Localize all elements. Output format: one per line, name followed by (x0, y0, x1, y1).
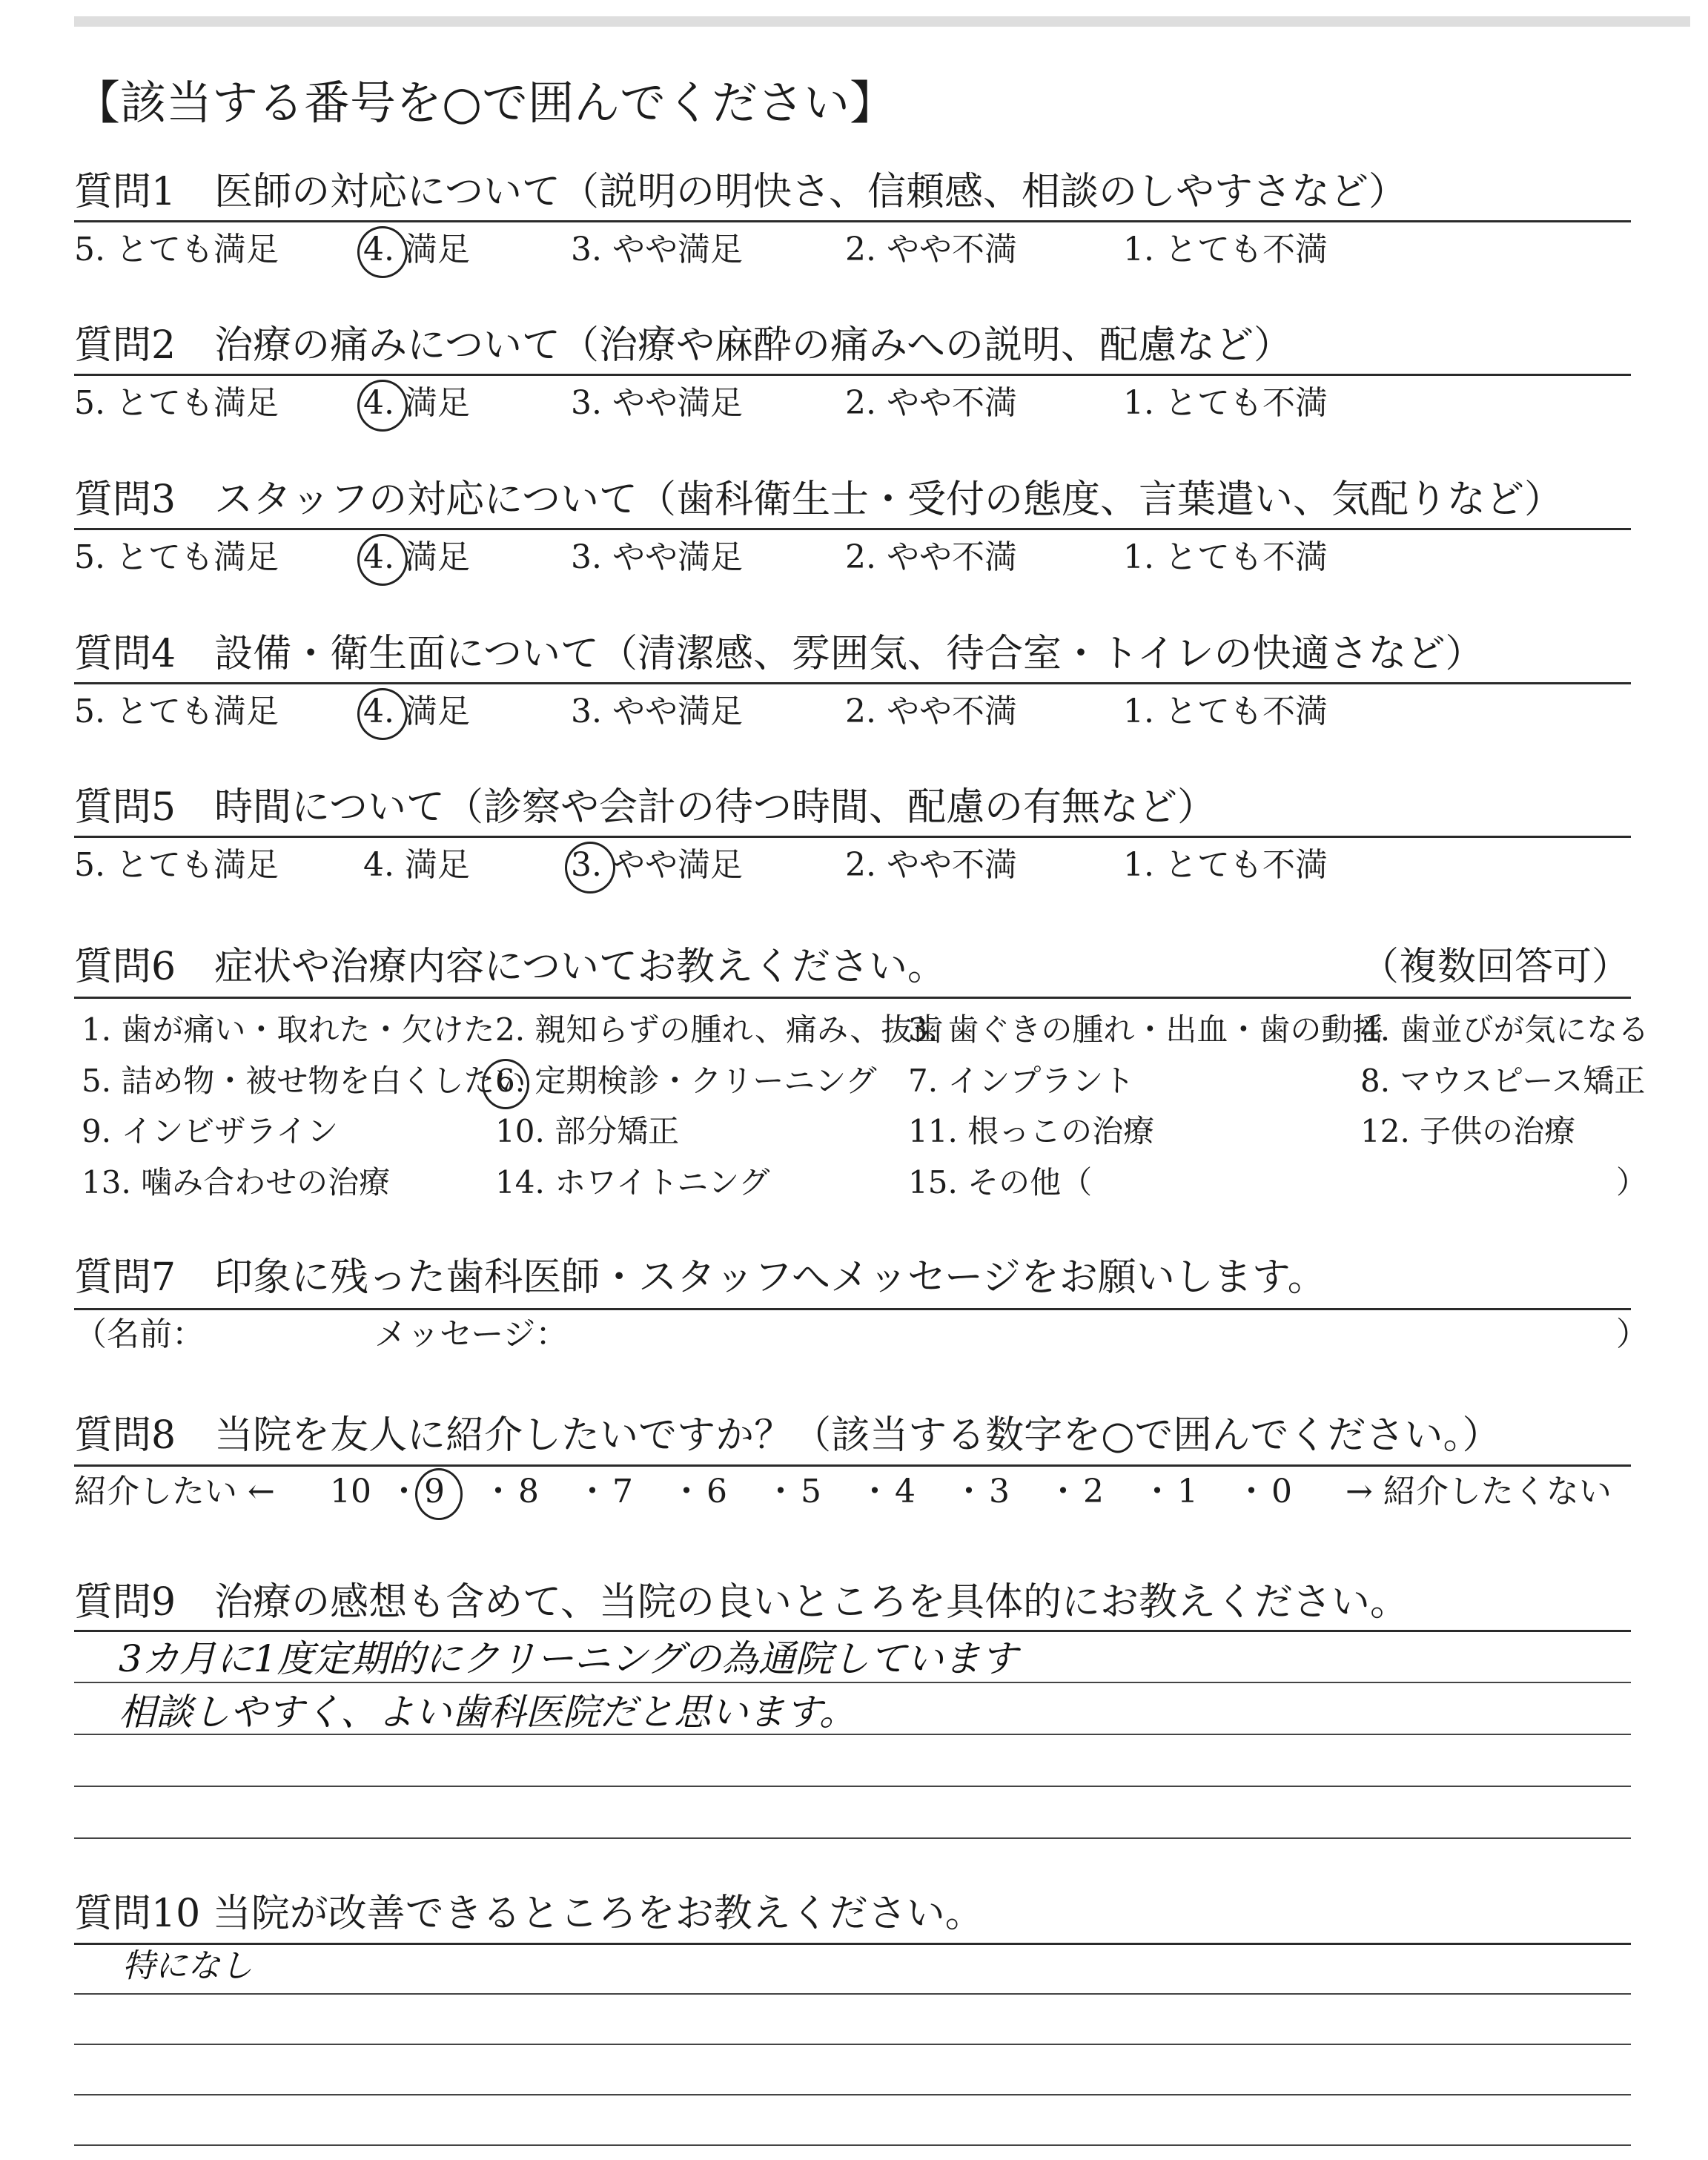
q3-option-1[interactable]: 1. とても不満 (1123, 538, 1328, 576)
q9-label: 質問9 治療の感想も含めて、当院の良いところを具体的にお教えください。 (74, 1580, 1409, 1625)
q5-option-1[interactable]: 1. とても不満 (1123, 846, 1328, 884)
q4-option-3[interactable]: 3. やや満足 (571, 693, 743, 730)
scan-top-edge (74, 16, 1690, 27)
q6-item-13[interactable]: 13. 噛み合わせの治療 (82, 1164, 391, 1200)
q6-item-3[interactable]: 3. 歯ぐきの腫れ・出血・歯の動揺 (908, 1011, 1384, 1048)
q8-separator: ・ (576, 1473, 609, 1510)
q5-selected-circle (565, 842, 615, 894)
q3-option-2[interactable]: 2. やや不満 (845, 538, 1017, 576)
q2-option-5[interactable]: 5. とても満足 (74, 384, 279, 422)
q3-option-4[interactable]: 4. 満足 (363, 538, 470, 576)
q8-label: 質問8 当院を友人に紹介したいですか？（該当する数字を○で囲んでください。） (74, 1413, 1501, 1458)
q6-item-10[interactable]: 10. 部分矯正 (495, 1113, 680, 1149)
q8-scale-2[interactable]: 2 (1083, 1473, 1104, 1510)
q10-rule-4 (74, 2144, 1631, 2146)
q8-separator: ・ (764, 1473, 797, 1510)
q8-separator: ・ (953, 1473, 985, 1510)
q6-item-5[interactable]: 5. 詰め物・被せ物を白くしたい (82, 1063, 526, 1099)
q10-answer-line-1: 特になし (122, 1947, 253, 1985)
q6-rule (74, 997, 1631, 999)
q6-item-1[interactable]: 1. 歯が痛い・取れた・欠けた (82, 1011, 495, 1048)
q8-selected-circle (415, 1468, 463, 1520)
q1-option-5[interactable]: 5. とても満足 (74, 231, 279, 268)
q8-scale-8[interactable]: 8 (518, 1473, 539, 1510)
page-header: 【該当する番号を○で囲んでください】 (74, 76, 896, 130)
q8-right-label: → 紹介したくない (1345, 1473, 1612, 1510)
q2-option-4[interactable]: 4. 満足 (363, 384, 470, 422)
q8-separator: ・ (1141, 1473, 1174, 1510)
q8-rule (74, 1464, 1631, 1467)
q6-item-8[interactable]: 8. マウスピース矯正 (1360, 1063, 1646, 1099)
q6-other-close: ） (1616, 1164, 1648, 1200)
q8-scale-6[interactable]: 6 (706, 1473, 727, 1510)
q8-separator: ・ (388, 1473, 420, 1510)
q2-selected-circle (357, 380, 408, 432)
q9-rule-2 (74, 1734, 1631, 1735)
q4-option-1[interactable]: 1. とても不満 (1123, 693, 1328, 730)
q5-option-4[interactable]: 4. 満足 (363, 846, 470, 884)
q8-separator: ・ (670, 1473, 703, 1510)
q5-rule (74, 836, 1631, 838)
q1-option-2[interactable]: 2. やや不満 (845, 231, 1017, 268)
q9-answer-line-2: 相談しやすく、よい歯科医院だと思います。 (119, 1691, 856, 1734)
q6-selected-circle (482, 1059, 529, 1109)
q8-separator: ・ (1235, 1473, 1268, 1510)
q6-note: （複数回答可） (1360, 945, 1631, 989)
q4-label: 質問4 設備・衛生面について（清潔感、雰囲気、待合室・トイレの快適さなど） (74, 632, 1484, 676)
q8-separator: ・ (1047, 1473, 1079, 1510)
q4-option-4[interactable]: 4. 満足 (363, 693, 470, 730)
q6-item-2[interactable]: 2. 親知らずの腫れ、痛み、抜歯 (495, 1011, 944, 1048)
q10-rule-1 (74, 1993, 1631, 1995)
q1-selected-circle (357, 226, 408, 278)
q8-separator: ・ (482, 1473, 514, 1510)
q8-scale-9[interactable]: 9 (424, 1473, 445, 1510)
q8-scale-10[interactable]: 10 (330, 1473, 371, 1510)
q5-label: 質問5 時間について（診察や会計の待つ時間、配慮の有無など） (74, 785, 1217, 830)
q6-item-7[interactable]: 7. インプラント (908, 1063, 1135, 1099)
q9-rule-0 (74, 1630, 1631, 1632)
q3-selected-circle (357, 534, 408, 586)
q4-option-2[interactable]: 2. やや不満 (845, 693, 1017, 730)
q7-close-paren: ） (1616, 1315, 1649, 1353)
q2-option-1[interactable]: 1. とても不満 (1123, 384, 1328, 422)
q10-rule-0 (74, 1943, 1631, 1945)
q10-rule-3 (74, 2094, 1631, 2095)
q3-rule (74, 528, 1631, 530)
q1-label: 質問1 医師の対応について（説明の明快さ、信頼感、相談のしやすさなど） (74, 170, 1407, 214)
q8-scale-5[interactable]: 5 (801, 1473, 821, 1510)
q5-option-5[interactable]: 5. とても満足 (74, 846, 279, 884)
q8-scale-7[interactable]: 7 (612, 1473, 633, 1510)
q1-option-3[interactable]: 3. やや満足 (571, 231, 743, 268)
q8-separator: ・ (858, 1473, 891, 1510)
q6-item-6[interactable]: 6. 定期検診・クリーニング (495, 1063, 877, 1099)
q8-left-label: 紹介したい ← (74, 1473, 275, 1510)
q6-item-14[interactable]: 14. ホワイトニング (495, 1164, 770, 1200)
q7-rule (74, 1308, 1631, 1310)
q7-message-label: メッセージ： (374, 1315, 569, 1353)
q7-label: 質問7 印象に残った歯科医師・スタッフへメッセージをお願いします。 (74, 1255, 1326, 1300)
q6-label: 質問6 症状や治療内容についてお教えください。 (74, 945, 947, 989)
q9-rule-3 (74, 1786, 1631, 1787)
q8-scale-0[interactable]: 0 (1271, 1473, 1292, 1510)
q9-rule-1 (74, 1682, 1631, 1683)
q3-option-5[interactable]: 5. とても満足 (74, 538, 279, 576)
q2-rule (74, 374, 1631, 376)
q4-option-5[interactable]: 5. とても満足 (74, 693, 279, 730)
q1-option-1[interactable]: 1. とても不満 (1123, 231, 1328, 268)
q6-item-12[interactable]: 12. 子供の治療 (1360, 1113, 1576, 1149)
q4-selected-circle (357, 688, 408, 740)
q6-item-4[interactable]: 4. 歯並びが気になる (1360, 1011, 1649, 1048)
q6-item-11[interactable]: 11. 根っこの治療 (908, 1113, 1155, 1149)
q7-name-label: （名前： (74, 1315, 205, 1353)
q4-rule (74, 682, 1631, 684)
q10-rule-2 (74, 2044, 1631, 2045)
q2-label: 質問2 治療の痛みについて（治療や麻酔の痛みへの説明、配慮など） (74, 323, 1293, 368)
q9-rule-4 (74, 1837, 1631, 1839)
q3-label: 質問3 スタッフの対応について（歯科衛生士・受付の態度、言葉遣い、気配りなど） (74, 478, 1563, 522)
q8-scale-1[interactable]: 1 (1177, 1473, 1198, 1510)
q2-option-3[interactable]: 3. やや満足 (571, 384, 743, 422)
q9-answer-line-1: 3カ月に1度定期的にクリーニングの為通院しています (119, 1637, 1018, 1680)
q8-scale-3[interactable]: 3 (989, 1473, 1010, 1510)
q1-option-4[interactable]: 4. 満足 (363, 231, 470, 268)
q10-label: 質問10 当院が改善できるところをお教えください。 (74, 1892, 984, 1936)
q3-option-3[interactable]: 3. やや満足 (571, 538, 743, 576)
q8-scale-4[interactable]: 4 (895, 1473, 916, 1510)
q5-option-3[interactable]: 3. やや満足 (571, 846, 743, 884)
q1-rule (74, 220, 1631, 222)
q6-item-9[interactable]: 9. インビザライン (82, 1113, 339, 1149)
q5-option-2[interactable]: 2. やや不満 (845, 846, 1017, 884)
q2-option-2[interactable]: 2. やや不満 (845, 384, 1017, 422)
q6-item-15[interactable]: 15. その他（ (908, 1164, 1093, 1200)
